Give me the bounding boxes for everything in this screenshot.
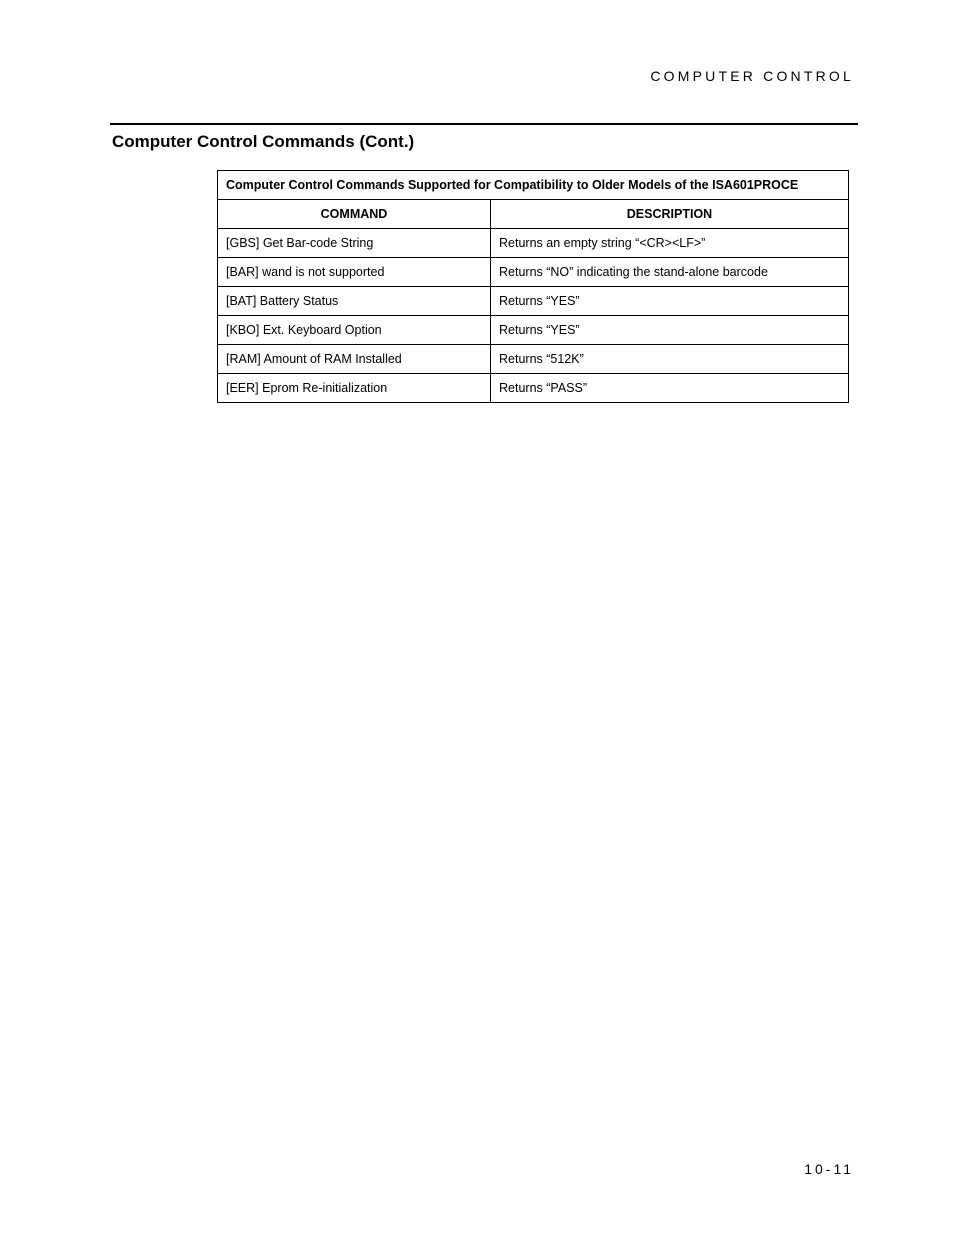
command-cell: [GBS] Get Bar-code String [218, 229, 491, 258]
table-row [218, 258, 849, 287]
description-cell: Returns “YES” [491, 316, 849, 345]
column-header-description: DESCRIPTION [491, 200, 849, 229]
table-row [218, 316, 849, 345]
description-cell: Returns an empty string “<CR><LF>” [491, 229, 849, 258]
table-row [218, 345, 849, 374]
table-row [218, 374, 849, 403]
column-header-command: COMMAND [218, 200, 491, 229]
description-cell: Returns “YES” [491, 287, 849, 316]
command-cell: [BAR] wand is not supported [218, 258, 491, 287]
description-cell: Returns “512K” [491, 345, 849, 374]
running-header: COMPUTER CONTROL [650, 68, 854, 84]
table-row [218, 229, 849, 258]
command-cell: [RAM] Amount of RAM Installed [218, 345, 491, 374]
table-header-row [218, 200, 849, 229]
description-cell: Returns “NO” indicating the stand-alone barcode [491, 258, 849, 287]
table-row [218, 287, 849, 316]
command-cell: [KBO] Ext. Keyboard Option [218, 316, 491, 345]
table-caption: Computer Control Commands Supported for Compatibility to Older Models of the ISA601PROCE [218, 171, 849, 200]
command-cell: [EER] Eprom Re-initialization [218, 374, 491, 403]
description-cell: Returns “PASS” [491, 374, 849, 403]
section-title: Computer Control Commands (Cont.) [112, 132, 415, 151]
page-number: 10-11 [804, 1161, 854, 1177]
table-caption-row [218, 171, 849, 200]
header-divider [110, 123, 858, 125]
commands-table [217, 170, 849, 403]
command-cell: [BAT] Battery Status [218, 287, 491, 316]
